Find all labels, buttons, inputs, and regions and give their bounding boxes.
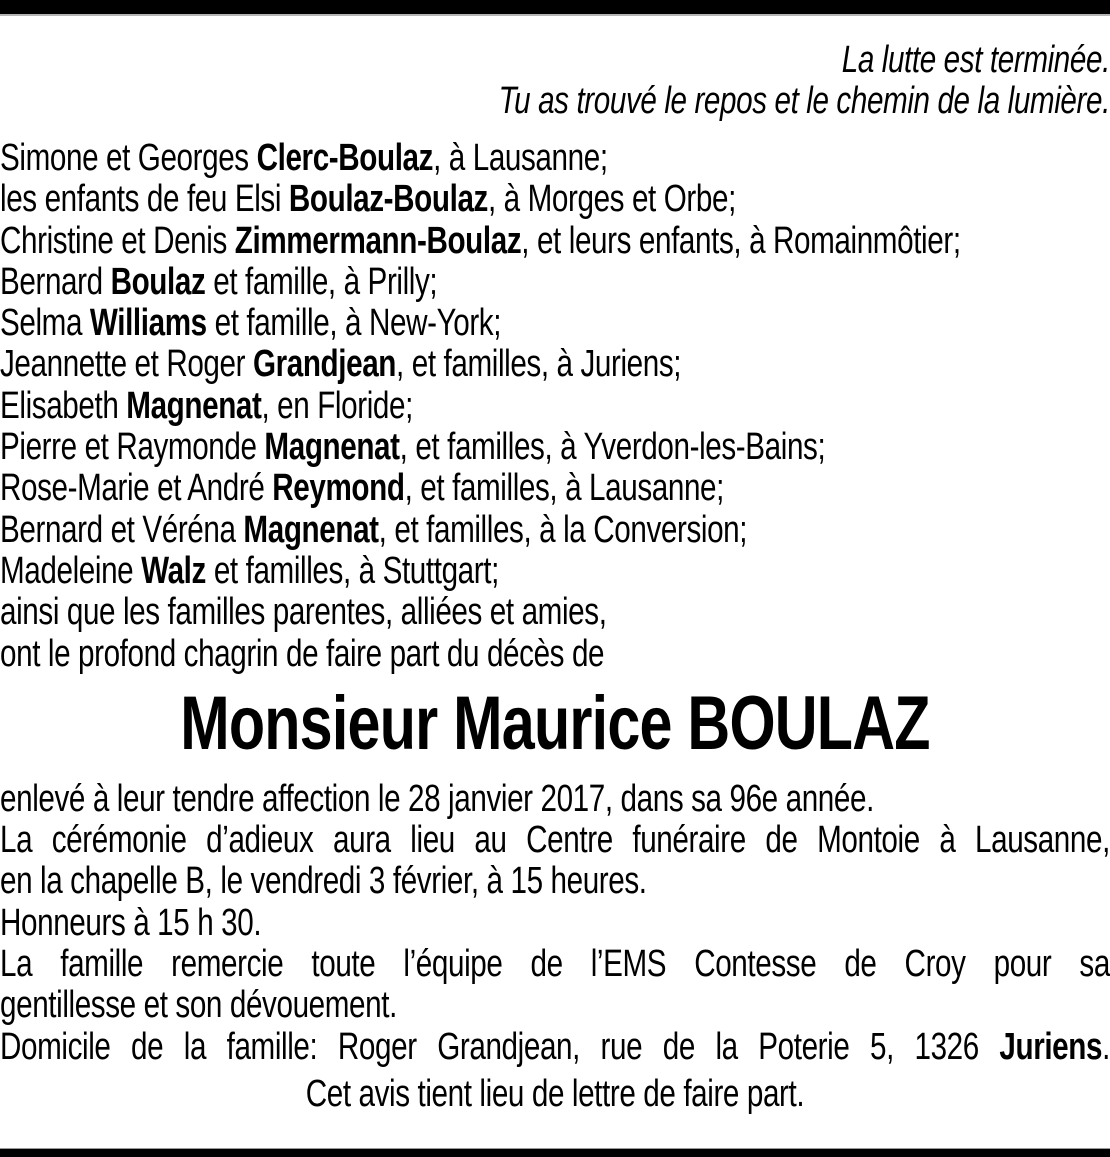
- domicile-locality: Juriens: [999, 1025, 1103, 1068]
- announcement-line-4: Honneurs à 15 h 30.: [0, 901, 262, 944]
- family-name: Walz: [141, 549, 206, 592]
- family-list: [0, 138, 1110, 675]
- announcement: [0, 779, 1110, 1115]
- epigraph: [0, 16, 1110, 122]
- domicile-line: Domicile de la famille: Roger Grandjean, rue de la Poterie 5, 1326 Juriens.: [0, 1025, 1110, 1068]
- family-line: les enfants de feu Elsi Boulaz-Boulaz, à Morges et Orbe;: [0, 178, 736, 221]
- family-line: Rose-Marie et André Reymond, et familles, à Lausanne;: [0, 467, 724, 510]
- announcement-line-5: La famille remercie toute l’équipe de l’EMS Contesse de Croy pour sa: [0, 943, 1110, 986]
- family-name: Boulaz-Boulaz: [288, 178, 488, 221]
- announcement-line-3: en la chapelle B, le vendredi 3 février, à 15 heures.: [0, 860, 647, 903]
- family-line: Selma Williams et famille, à New-York;: [0, 302, 502, 345]
- announcement-line-6: gentillesse et son dévouement.: [0, 984, 397, 1027]
- deceased-name: Monsieur Maurice BOULAZ: [180, 680, 930, 766]
- family-name: Magnenat: [243, 508, 379, 551]
- announcement-line-2: La cérémonie d’adieux aura lieu au Centre funéraire de Montoie à Lausanne,: [0, 819, 1110, 862]
- family-line: ont le profond chagrin de faire part du décès de: [0, 632, 605, 675]
- family-line: Bernard et Véréna Magnenat, et familles, à la Conversion;: [0, 508, 748, 551]
- epigraph-line-1: La lutte est terminée.: [841, 39, 1110, 81]
- family-name: Clerc-Boulaz: [256, 137, 434, 179]
- family-line: Bernard Boulaz et famille, à Prilly;: [0, 260, 438, 303]
- closing-line: Cet avis tient lieu de lettre de faire part.: [305, 1072, 805, 1115]
- family-line: ainsi que les familles parentes, alliées et amies,: [0, 591, 607, 634]
- family-name: Magnenat: [264, 426, 400, 469]
- family-name: Grandjean: [252, 343, 397, 386]
- family-line: Madeleine Walz et familles, à Stuttgart;: [0, 549, 499, 592]
- family-line: Jeannette et Roger Grandjean, et familles, à Juriens;: [0, 343, 682, 386]
- family-name: Williams: [89, 302, 207, 345]
- notice-content: [0, 16, 1110, 1115]
- family-line: Christine et Denis Zimmermann-Boulaz, et leurs enfants, à Romainmôtier;: [0, 219, 961, 262]
- family-line: Simone et Georges Clerc-Boulaz, à Lausanne;: [0, 137, 608, 179]
- epigraph-line-2: Tu as trouvé le repos et le chemin de la lumière.: [498, 80, 1110, 122]
- family-name: Zimmermann-Boulaz: [234, 219, 522, 262]
- bottom-rule: [0, 1148, 1110, 1157]
- top-rule: [0, 0, 1110, 16]
- family-name: Boulaz: [110, 260, 206, 303]
- announcement-line-1: enlevé à leur tendre affection le 28 janvier 2017, dans sa 96e année.: [0, 777, 874, 820]
- family-name: Magnenat: [126, 384, 262, 427]
- family-name: Reymond: [272, 467, 405, 510]
- family-line: Pierre et Raymonde Magnenat, et familles, à Yverdon-les-Bains;: [0, 426, 826, 469]
- family-line: Elisabeth Magnenat, en Floride;: [0, 384, 413, 427]
